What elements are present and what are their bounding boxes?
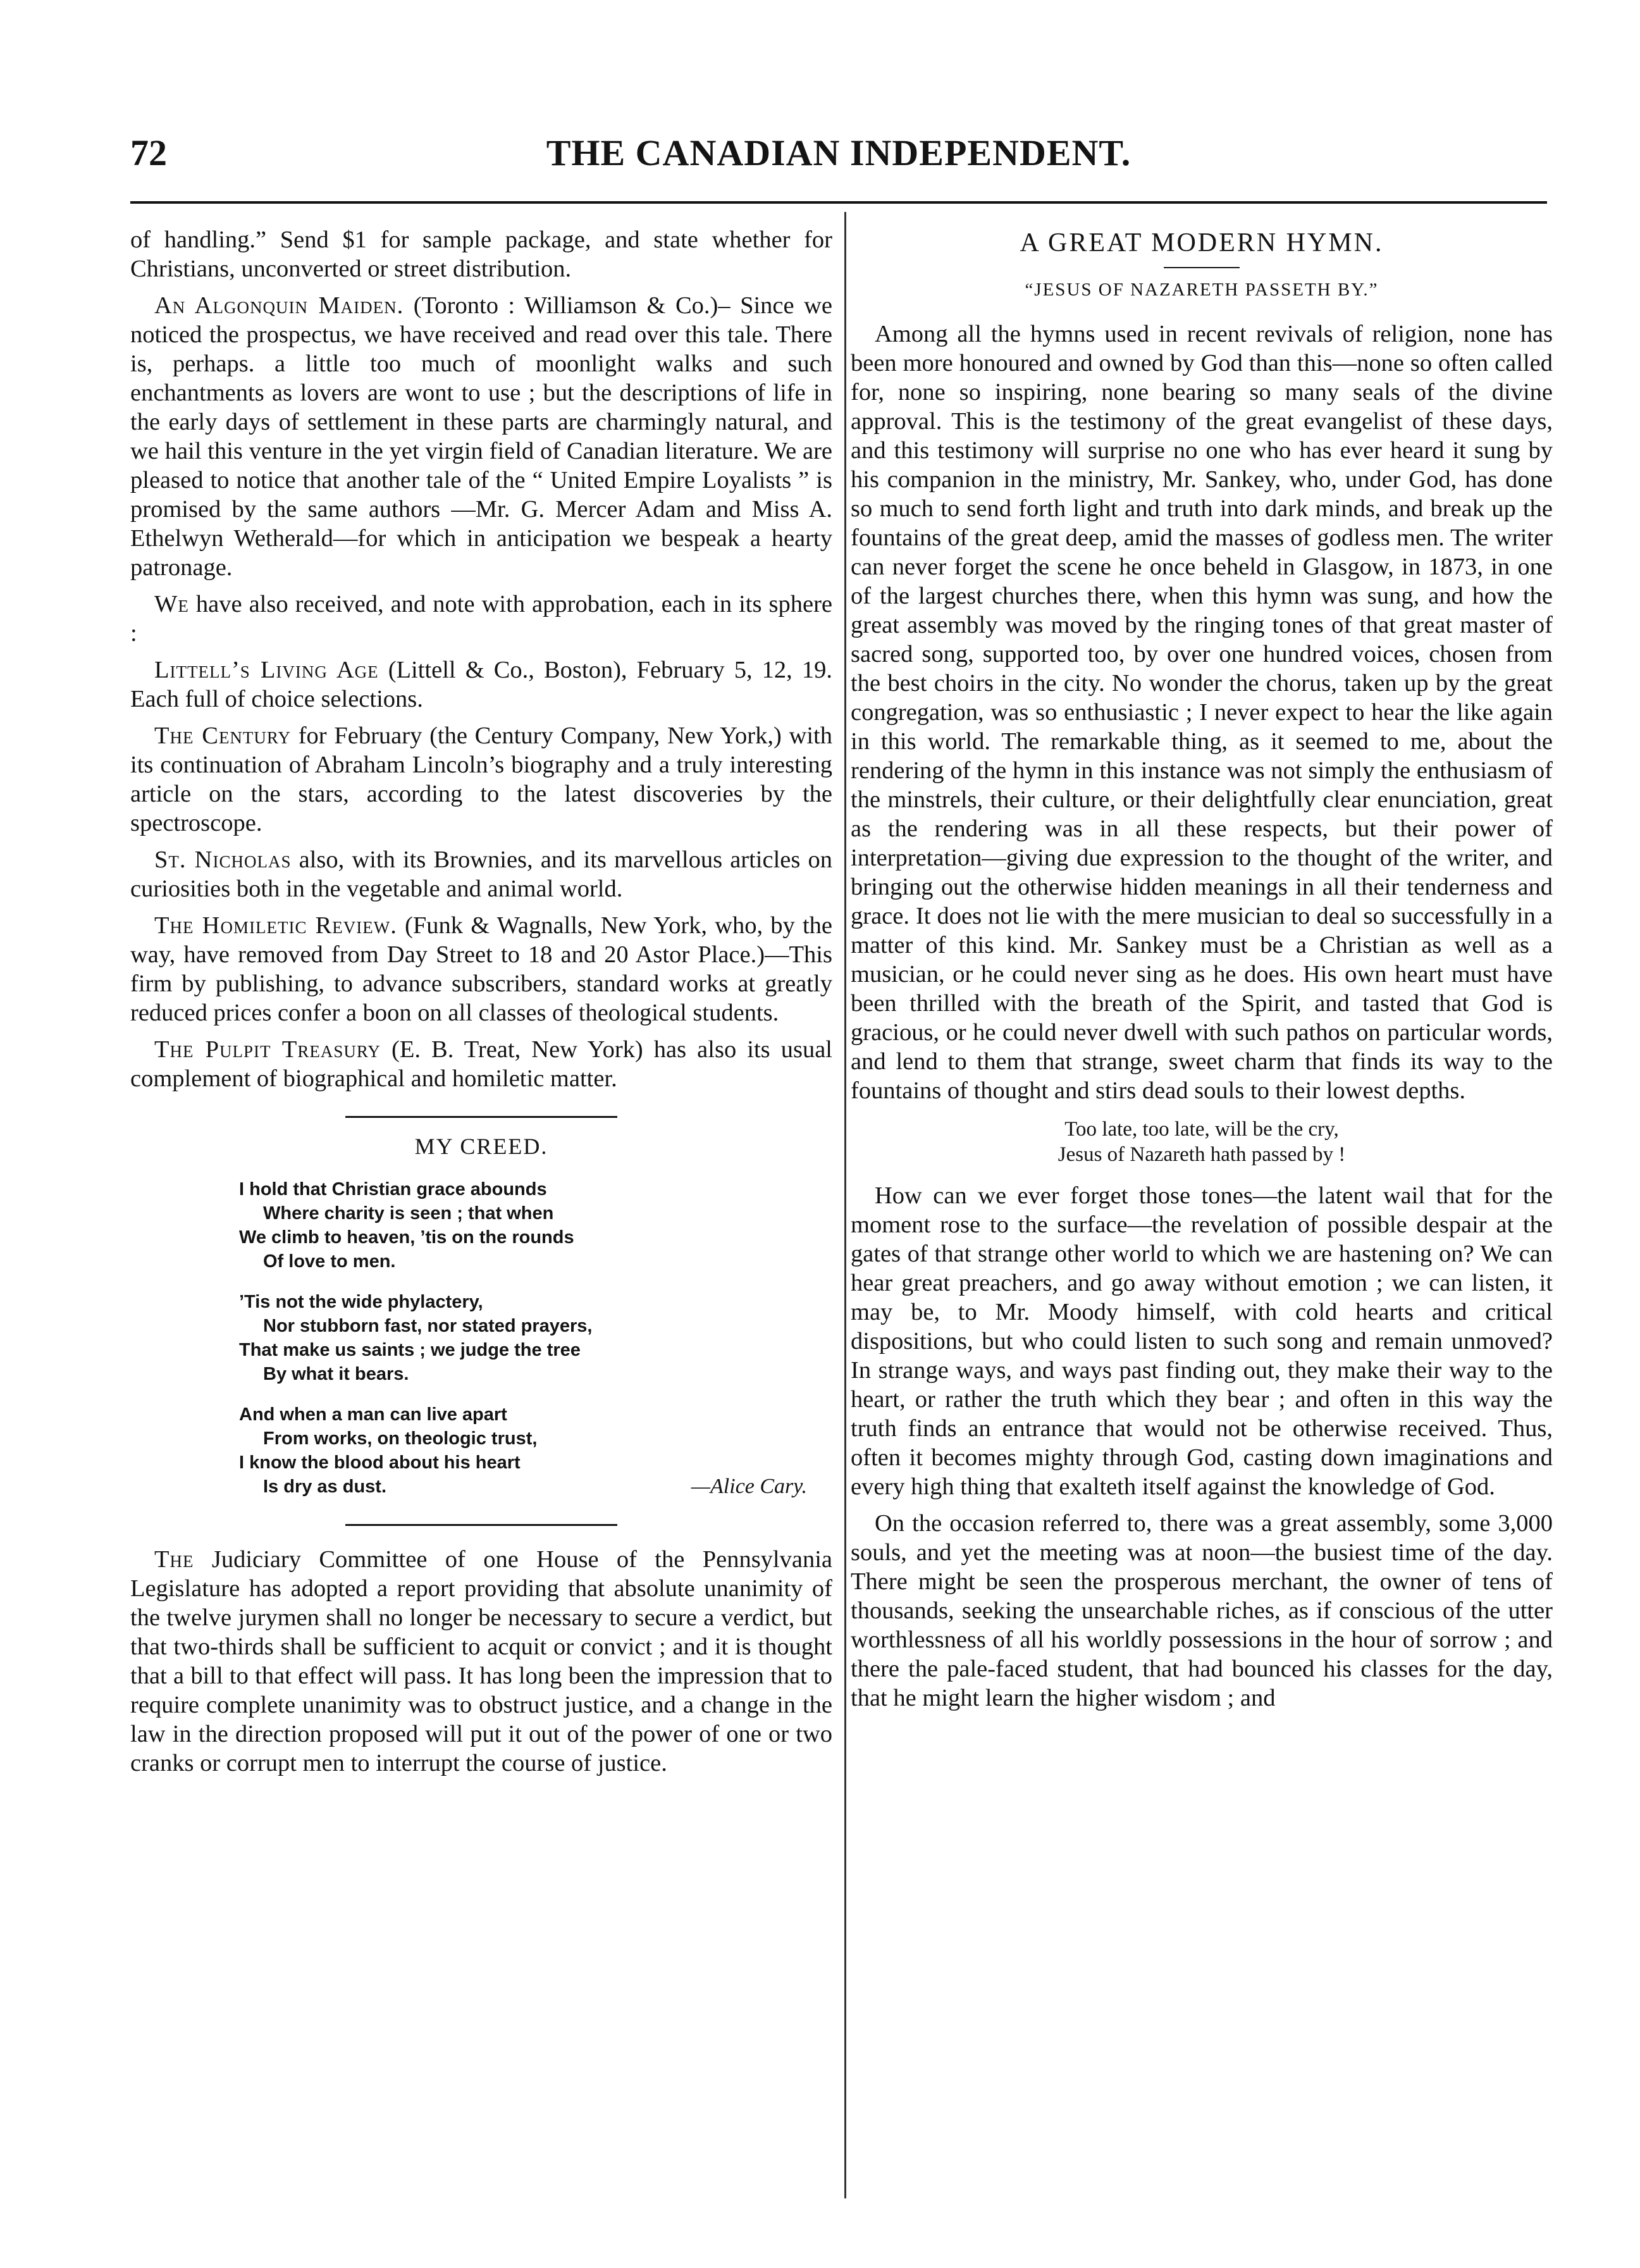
paragraph-body: have also received, and note with approbation, each in its sphere :	[130, 591, 832, 647]
review-lead: The Pulpit Treasury	[154, 1036, 381, 1063]
poem-line: I know the blood about his heart	[239, 1453, 521, 1473]
review-algonquin-maiden	[130, 291, 832, 582]
review-body: for February (the Century Company, New York,) with its continuation of Abraham Lincoln’s biography and a truly interesting article on the stars, according to the latest discoveries by the spectroscope.	[130, 722, 832, 836]
review-st-nicholas	[130, 845, 832, 903]
poem-line: ’Tis not the wide phylactery,	[239, 1292, 483, 1312]
article-paragraph: On the occasion referred to, there was a great assembly, some 3,000 souls, and yet the meeting was at noon—the busiest time of the day. There might be seen the prosperous merchant, the owner of tens of thousands, seeking the unsearchable riches, as if conscious of the utter worthlessness of all his worldly possessions in the hour of sorrow ; and there the pale-faced student, that had bounced his classes for the day, that he might learn the higher wisdom ; and	[851, 1510, 1553, 1711]
paragraph-body: Judiciary Committee of one House of the Pennsylvania Legislature has adopted a report providing that absolute unanimity of the twelve jurymen shall no longer be necessary to secure a verdict, but that two-thirds shall be sufficient to acquit or convict ; and it is thought that a bill to that effect will pass. It has long been the impression that to require complete unanimity was to obstruct justice, and a change in the law in the direction proposed will put it out of the power of one or two cranks or corrupt men to interrupt the course of justice.	[130, 1546, 832, 1776]
poem-line: That make us saints ; we judge the tree	[239, 1340, 581, 1360]
review-lead: The Homiletic Review.	[154, 912, 397, 939]
review-living-age	[130, 655, 832, 714]
article-subtitle: “JESUS OF NAZARETH PASSETH BY.”	[1025, 280, 1379, 300]
poem-line: By what it bears.	[263, 1364, 409, 1384]
right-column	[851, 225, 1553, 1720]
article-paragraph: Among all the hymns used in recent revivals of religion, none has been more honoured and owned by God than this—none so often called for, none so inspiring, none bearing so many seals of the divine approval. This is the testimony of the great evangelist of these days, and this testimony will surprise no one who has ever heard it sung by his companion in the ministry, Mr. Sankey, who, under God, has done so much to send forth light and truth into dark minds, and break up the fountains of the great deep, amid the masses of godless men. The writer can never forget the scene he once beheld in Glasgow, in 1873, in one of the largest churches there, when this hymn was sung, and how the great assembly was moved by the ringing tones of that great master of sacred song, supported too, by over one hundred voices, chosen from the best choirs in the city. No wonder the chorus, taken up by the great congregation, was so enthusiastic ; I never expect to hear the like again in this world. The remarkable thing, as it seemed to me, about the rendering of the hymn in this instance was not simply the enthusiasm of the minstrels, their culture, or their delightfully clear enunciation, great as the rendering was in all these respects, but their power of interpretation—giving due expression to the thought of the writer, and bringing out the otherwise hidden meanings in all their tenderness and grace. It does not lie with the mere musician to deal so successfully in a matter of this kind. Mr. Sankey must be a Christian as well as a musician, or he could never sing as he does. His own heart must have been thrilled with the breath of the Spirit, and tasted that God is gracious, or he could never dwell with such pathos on particular words, and lend to them that strange, sweet charm that finds its way to the fountains of thought and stirs dead souls to their lowest depths.	[851, 321, 1553, 1104]
review-lead: An Algonquin Maiden.	[154, 292, 404, 319]
poem-stanza	[239, 1290, 832, 1386]
poem-bottom-rule	[345, 1524, 617, 1526]
poem-line: Of love to men.	[263, 1251, 396, 1272]
poem-line: I hold that Christian grace abounds	[239, 1179, 547, 1199]
review-body: (Funk & Wagnalls, New York, who, by the way, have removed from Day Street to 18 and 20 Astor Place.)—This firm by publishing, to advance subscribers, standard works at greatly reduced prices confer a boon on all classes of theological students.	[130, 912, 832, 1026]
article-paragraph: How can we ever forget those tones—the latent wail that for the moment rose to the surface—the revelation of possible despair at the gates of that strange other world to which we are hastening on? We can hear great preachers, and go away without emotion ; we can listen, it may be, to Mr. Moody himself, with cold hearts and critical dispositions, but who could listen to such song and remain unmoved? In strange ways, and ways past finding out, they make their way to the heart, or rather the truth which they bear ; and often in this way the truth finds an entrance that would not be otherwise received. Thus, often it becomes mighty through God, casting down imaginations and every high thing that exalteth itself against the knowledge of God.	[851, 1182, 1553, 1500]
review-century	[130, 721, 832, 838]
review-lead: The Century	[154, 722, 291, 749]
poem-line: We climb to heaven, ’tis on the rounds	[239, 1227, 574, 1248]
paragraph-judiciary	[130, 1545, 832, 1778]
paragraph-lead: We	[154, 591, 189, 617]
paragraph-lead: The	[154, 1546, 194, 1573]
review-body: (E. B. Treat, New York) has also its usual complement of biographical and homiletic matter.	[130, 1036, 832, 1092]
title-rule	[1164, 267, 1240, 268]
paragraph-handling: of handling.” Send $1 for sample package, and state whether for Christians, unconverted or street distribution.	[130, 226, 832, 282]
paragraph-received	[130, 590, 832, 648]
poem-top-rule	[345, 1116, 617, 1118]
review-body: (Littell & Co., Boston), February 5, 12, 19. Each full of choice selections.	[130, 657, 832, 712]
poem-line: Where charity is seen ; that when	[263, 1203, 554, 1224]
poem-stanza	[239, 1177, 832, 1273]
poem-last-line	[239, 1475, 832, 1499]
running-title: THE CANADIAN INDEPENDENT.	[546, 132, 1131, 173]
review-lead: Littell’s Living Age	[154, 657, 379, 683]
poem-line: And when a man can live apart	[239, 1404, 507, 1425]
review-homiletic	[130, 911, 832, 1027]
poem-line: Is dry as dust.	[263, 1477, 387, 1497]
header-rule	[130, 201, 1547, 204]
poem-line: From works, on theologic trust,	[263, 1428, 538, 1449]
poem-title: MY CREED.	[414, 1134, 548, 1159]
review-body: also, with its Brownies, and its marvellous articles on curiosities both in the vegetable and animal world.	[130, 846, 832, 902]
article-title: A GREAT MODERN HYMN.	[1020, 228, 1384, 257]
column-divider	[844, 212, 846, 2198]
poem-author: —Alice Cary.	[691, 1475, 807, 1498]
page-header	[130, 132, 1547, 182]
hymn-quote	[851, 1117, 1553, 1167]
left-column	[130, 225, 832, 1785]
poem-stanza	[239, 1403, 832, 1499]
page-number: 72	[130, 132, 167, 173]
review-pulpit-treasury	[130, 1035, 832, 1093]
quote-line: Jesus of Nazareth hath passed by !	[1057, 1143, 1346, 1166]
review-body: (Toronto : Williamson & Co.)– Since we noticed the prospectus, we have received and read over this tale. There is, perhaps. a little too much of moonlight walks and such enchantments as lovers are wont to use ; but the descriptions of life in the early days of settlement in these parts are charmingly natural, and we hail this venture in the yet virgin field of Canadian literature. We are pleased to notice that another tale of the “ United Empire Loyalists ” is promised by the same authors —Mr. G. Mercer Adam and Miss A. Ethelwyn Wetherald—for which in anticipation we bespeak a hearty patronage.	[130, 292, 832, 581]
review-lead: St. Nicholas	[154, 846, 292, 873]
poem-line: Nor stubborn fast, nor stated prayers,	[263, 1316, 593, 1336]
quote-line: Too late, too late, will be the cry,	[1064, 1118, 1339, 1141]
